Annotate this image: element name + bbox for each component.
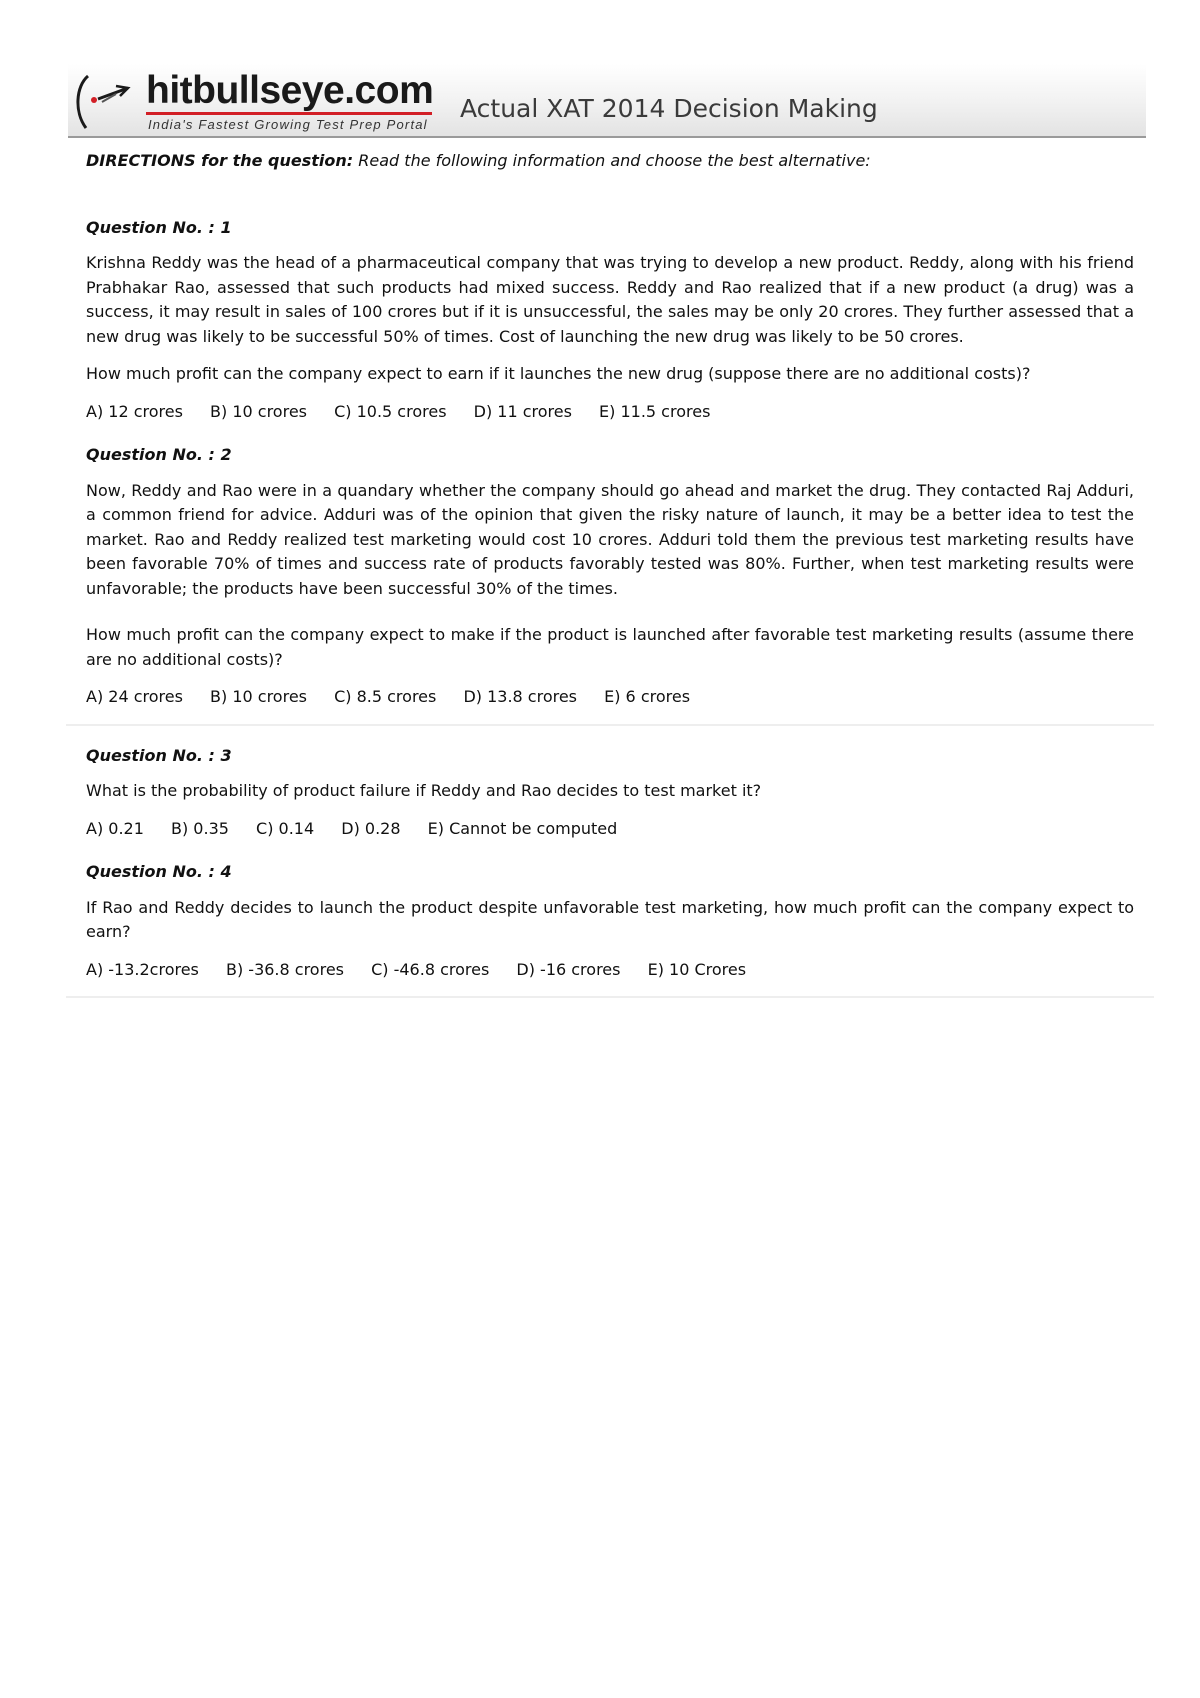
- option-e: E) 6 crores: [604, 687, 691, 706]
- question-passage: Now, Reddy and Rao were in a quandary whether the company should go ahead and market the drug. They contacted Raj Adduri, a common friend for advice. Adduri was of the opinion that given the risky nature of launch, it may be a better idea to test the market. Rao and Reddy realized test marketing would cost 10 crores. Adduri told them the previous test marketing results have been favorable 70% of times and success rate of products favorably tested was 80%. Further, when test marketing results were unfavorable; the products have been successful 30% of the times.: [86, 480, 1134, 598]
- hitbullseye-logo: [72, 68, 492, 134]
- option-c: C) 8.5 crores: [334, 687, 437, 706]
- option-a: A) 12 crores: [86, 401, 183, 421]
- page-content: [86, 149, 1134, 1016]
- option-a: A) -13.2crores: [86, 959, 199, 979]
- question-title: Question No. : 3: [86, 745, 232, 765]
- logo-tagline: India's Fastest Growing Test Prep Portal: [148, 117, 428, 132]
- directions-text: Read the following information and choose the best alternative:: [358, 151, 871, 170]
- question-prompt: How much profit can the company expect to earn if it launches the new drug (suppose there are no additional costs)?: [86, 364, 1031, 383]
- answer-options: [86, 817, 1134, 842]
- section-divider: [66, 724, 1154, 726]
- question-4: [86, 860, 1134, 982]
- section-divider: [66, 996, 1154, 998]
- question-1: [86, 216, 1134, 425]
- option-d: D) 13.8 crores: [463, 687, 578, 706]
- question-prompt: What is the probability of product failure if Reddy and Rao decides to test market it?: [86, 781, 762, 800]
- question-title: Question No. : 4: [86, 862, 232, 881]
- answer-options: [86, 400, 1134, 425]
- option-e: E) 11.5 crores: [599, 401, 711, 421]
- option-c: C) 0.14: [256, 818, 315, 838]
- bullseye-arrow-icon: [72, 68, 142, 134]
- option-d: D) -16 crores: [516, 959, 621, 979]
- answer-options: [86, 685, 1134, 710]
- question-3: [86, 744, 1134, 842]
- question-2: [86, 443, 1134, 710]
- document-title: Actual XAT 2014 Decision Making: [460, 94, 878, 123]
- directions: [86, 149, 1134, 174]
- answer-options: [86, 958, 1134, 983]
- logo-underline: [146, 112, 432, 115]
- option-e: E) 10 Crores: [647, 959, 747, 979]
- option-b: B) -36.8 crores: [225, 959, 344, 979]
- option-b: B) 10 crores: [210, 401, 307, 421]
- question-title: Question No. : 2: [86, 445, 232, 464]
- option-c: C) 10.5 crores: [334, 401, 447, 421]
- directions-label: DIRECTIONS for the question:: [86, 151, 354, 170]
- question-prompt: If Rao and Reddy decides to launch the product despite unfavorable test marketing, how much profit can the company expect to earn?: [86, 897, 1134, 941]
- option-d: D) 11 crores: [473, 401, 572, 421]
- option-e: E) Cannot be computed: [427, 818, 618, 838]
- question-prompt: How much profit can the company expect to make if the product is launched after favorable test marketing results (assume there are no additional costs)?: [86, 625, 1134, 669]
- option-c: C) -46.8 crores: [371, 959, 490, 979]
- logo-name: hitbullseye.com: [146, 69, 434, 112]
- page-header: [68, 64, 1146, 138]
- option-a: A) 0.21: [86, 818, 144, 838]
- option-b: B) 10 crores: [210, 687, 307, 706]
- question-passage: Krishna Reddy was the head of a pharmaceutical company that was trying to develop a new product. Reddy, along with his friend Prabhakar Rao, assessed that such products had mixed success. Reddy and Rao realized that if a new product (a drug) was a success, it may result in sales of 100 crores but if it is unsuccessful, the sales may be only 20 crores. They further assessed that a new drug was likely to be successful 50% of times. Cost of launching the new drug was likely to be 50 crores.: [86, 253, 1134, 346]
- option-b: B) 0.35: [171, 818, 229, 838]
- question-title: Question No. : 1: [86, 217, 232, 237]
- option-a: A) 24 crores: [86, 687, 183, 706]
- option-d: D) 0.28: [341, 818, 401, 838]
